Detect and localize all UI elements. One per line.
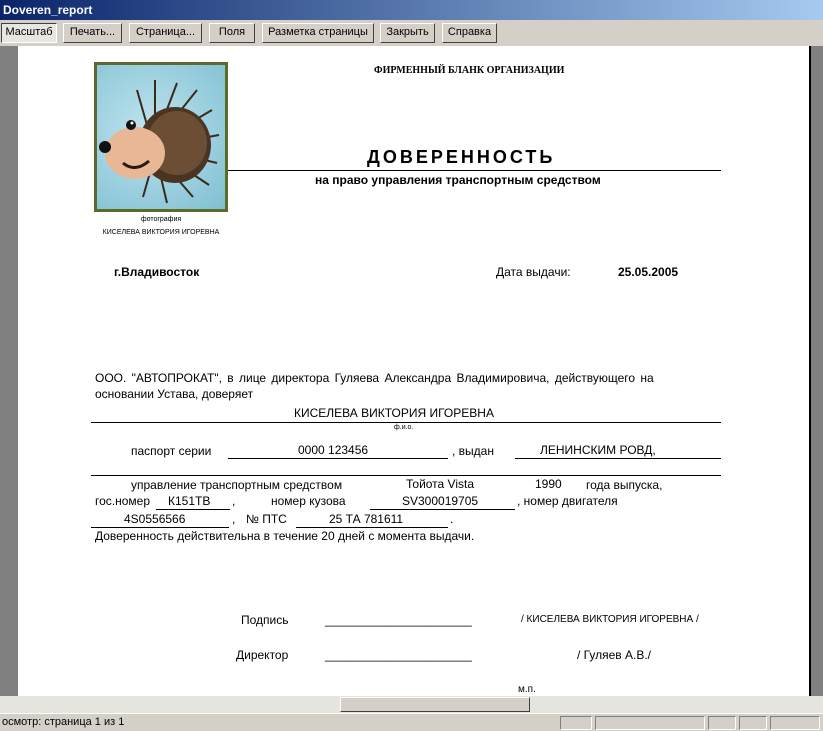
report-viewport[interactable] (0, 46, 823, 696)
issued-label: , выдан (452, 444, 494, 458)
validity-text: Доверенность действительна в течение 20 дней с момента выдачи. (95, 529, 475, 543)
pts-value: 25 ТА 781611 (329, 512, 404, 526)
horizontal-scrollbar[interactable] (0, 696, 823, 713)
signature-blank: ______________________ (325, 613, 472, 627)
trustee-underline (91, 422, 721, 423)
status-panel (595, 716, 705, 730)
date-label: Дата выдачи: (496, 265, 571, 279)
plate-label: гос.номер (95, 494, 151, 508)
signature-label: Подпись (241, 613, 289, 627)
margins-button[interactable]: Поля (209, 23, 255, 43)
engine-label: , номер двигателя (517, 494, 618, 508)
toolbar (0, 20, 823, 46)
body-label: номер кузова (271, 494, 346, 508)
vehicle-label: управление транспортным средством (131, 478, 343, 492)
engine-value: 4S0556566 (124, 512, 186, 526)
blank-line (91, 475, 721, 476)
status-panel (770, 716, 820, 730)
issued-underline (515, 458, 721, 459)
hedgehog-photo (94, 62, 228, 212)
city: г.Владивосток (114, 265, 200, 279)
window-title: Doveren_report (0, 0, 823, 20)
year-value: 1990 (535, 477, 562, 491)
intro-line-2: основании Устава, доверяет (95, 387, 254, 401)
plate-comma: , (232, 494, 236, 508)
passport-underline (228, 458, 448, 459)
passport-value: 0000 123456 (298, 443, 369, 457)
hedgehog-icon (97, 65, 225, 209)
director-label: Директор (236, 648, 289, 662)
document-title: ДОВЕРЕННОСТЬ (367, 147, 556, 167)
status-text: осмотр: страница 1 из 1 (2, 716, 125, 728)
trustee-name: КИСЕЛЕВА ВИКТОРИЯ ИГОРЕВНА (294, 406, 494, 420)
fio-label: ф.и.о. (394, 424, 414, 431)
plate-underline (156, 509, 230, 510)
title-underline (228, 170, 721, 171)
plate-value: К151ТВ (168, 494, 211, 508)
intro-line-1: ООО. "АВТОПРОКАТ", в лице директора Гуляева Александра Владимировича, действующего на (95, 371, 654, 385)
close-button[interactable]: Закрыть (380, 23, 435, 43)
vehicle-value: Тойота Vista (406, 477, 475, 491)
photo-caption-name: КИСЕЛЕВА ВИКТОРИЯ ИГОРЕВНА (102, 229, 220, 236)
report-page (18, 46, 811, 696)
status-panel (560, 716, 592, 730)
stamp-label: м.п. (518, 684, 536, 695)
letterhead: ФИРМЕННЫЙ БЛАНК ОРГАНИЗАЦИИ (374, 65, 565, 76)
help-button[interactable]: Справка (442, 23, 497, 43)
pts-period: . (450, 512, 454, 526)
body-value: SV300019705 (402, 494, 479, 508)
issued-value: ЛЕНИНСКИМ РОВД, (540, 443, 656, 457)
signature-name: / КИСЕЛЕВА ВИКТОРИЯ ИГОРЕВНА / (521, 614, 699, 625)
year-label: года выпуска, (586, 478, 663, 492)
page-setup-button[interactable]: Страница... (129, 23, 202, 43)
director-blank: ______________________ (325, 648, 472, 662)
pts-label: № ПТС (246, 512, 287, 526)
date-value: 25.05.2005 (618, 265, 679, 279)
director-name: / Гуляев А.В./ (577, 648, 651, 662)
status-bar (0, 713, 823, 731)
document-subtitle: на право управления транспортным средством (315, 173, 601, 187)
page-layout-button[interactable]: Разметка страницы (262, 23, 374, 43)
status-panel (739, 716, 767, 730)
pts-underline (296, 527, 448, 528)
body-underline (370, 509, 515, 510)
zoom-button[interactable]: Масштаб (1, 23, 57, 43)
print-button[interactable]: Печать... (63, 23, 122, 43)
engine-underline (91, 527, 229, 528)
photo-caption: фотография (140, 216, 182, 223)
passport-label: паспорт серии (131, 444, 212, 458)
scrollbar-thumb[interactable] (340, 697, 530, 712)
status-panel (708, 716, 736, 730)
engine-comma: , (232, 512, 236, 526)
